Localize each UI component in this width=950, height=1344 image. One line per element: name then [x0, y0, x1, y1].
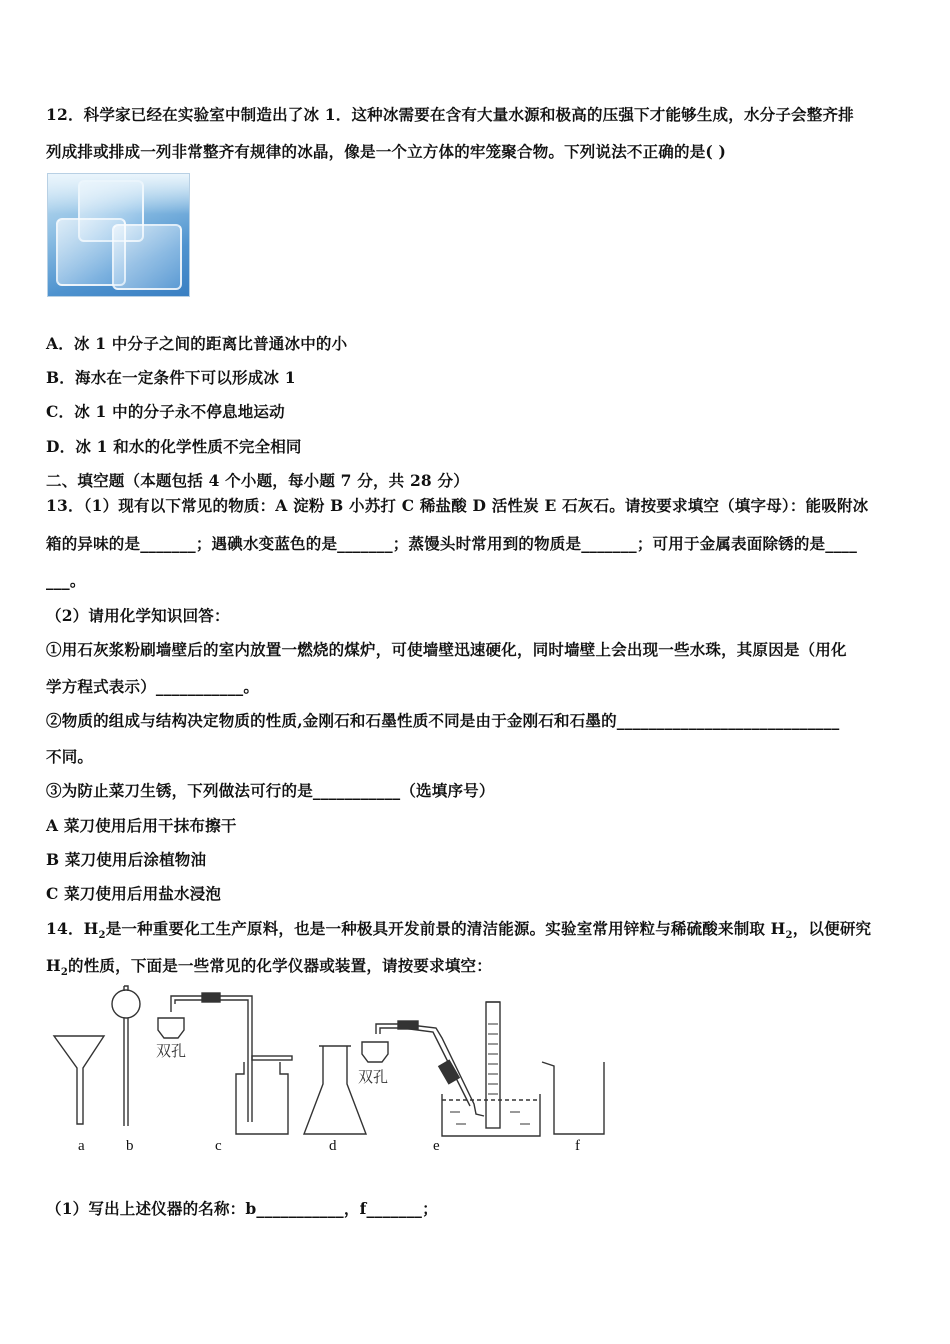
q12-option-d: D．冰 1 和水的化学性质不完全相同	[46, 437, 302, 456]
stopper-label-e: 双孔	[358, 1069, 389, 1086]
label-e: e	[433, 1138, 440, 1154]
funnel-b	[112, 986, 140, 1126]
q13-choice-c: C 菜刀使用后用盐水浸泡	[46, 884, 222, 903]
beaker-f	[542, 1062, 604, 1134]
apparatus-diagram	[40, 984, 630, 1144]
q13-choice-b: B 菜刀使用后涂植物油	[46, 850, 207, 869]
q13-line3: ___。	[46, 571, 86, 590]
label-f: f	[575, 1138, 580, 1154]
label-c: c	[215, 1138, 222, 1154]
q14-line1: 14．$H_2$是一种重要化工生产原料，也是一种极具开发前景的清洁能源。实验室常用锌粒与稀硫酸来制取 $H_2$，以便研究	[46, 919, 872, 942]
q12-stem-line1: 12．科学家已经在实验室中制造出了冰 1．这种冰需要在含有大量水源和极高的压强下才能够生成，水分子会整齐排	[46, 105, 854, 124]
label-a: a	[78, 1138, 85, 1154]
ice-cube-photo	[47, 173, 190, 297]
section-heading: 二、填空题（本题包括 4 个小题，每小题 7 分，共 28 分）	[46, 471, 469, 490]
q13-part2-title: （2）请用化学知识回答：	[46, 606, 230, 625]
q14-sub1: （1）写出上述仪器的名称：b___________，f_______；	[46, 1199, 438, 1218]
water-lines	[450, 1024, 530, 1124]
q12-option-b: B．海水在一定条件下可以形成冰 1	[46, 368, 296, 387]
stopper-label-c: 双孔	[156, 1043, 187, 1060]
q13-item1-line2: 学方程式表示）___________。	[46, 677, 260, 696]
funnel-a	[54, 1036, 104, 1124]
q12-option-a: A．冰 1 中分子之间的距离比普通冰中的小	[46, 334, 348, 353]
q13-line1: 13．（1）现有以下常见的物质：A 淀粉 B 小苏打 C 稀盐酸 D 活性炭 E 石灰石。请按要求填空（填字母）：能吸附冰	[46, 496, 869, 515]
bottle-c	[158, 993, 292, 1134]
q13-item2-line1: ②物质的组成与结构决定物质的性质,金刚石和石墨性质不同是由于金刚石和石墨的____________________________	[46, 711, 840, 730]
q13-item2-line2: 不同。	[46, 747, 94, 766]
q14-line2: $H_2$的性质，下面是一些常见的化学仪器或装置，请按要求填空：	[46, 956, 492, 979]
q13-item3-line1: ③为防止菜刀生锈，下列做法可行的是___________（选填序号）	[46, 781, 495, 800]
trough-e	[362, 1002, 540, 1136]
q12-stem-line2: 列成排或排成一列非常整齐有规律的冰晶，像是一个立方体的牢笼聚合物。下列说法不正确的是( )	[46, 142, 727, 161]
label-d: d	[329, 1138, 337, 1154]
q12-option-c: C．冰 1 中的分子永不停息地运动	[46, 402, 285, 421]
q13-line2: 箱的异味的是_______；遇碘水变蓝色的是_______；蒸馒头时常用到的物质是_______；可用于金属表面除锈的是____	[46, 534, 858, 553]
flask-d	[304, 1046, 366, 1134]
q13-choice-a: A 菜刀使用后用干抹布擦干	[46, 816, 237, 835]
label-b: b	[126, 1138, 134, 1154]
q13-item1-line1: ①用石灰浆粉刷墙壁后的室内放置一燃烧的煤炉，可使墙壁迅速硬化，同时墙壁上会出现一些水珠，其原因是（用化	[46, 640, 847, 659]
